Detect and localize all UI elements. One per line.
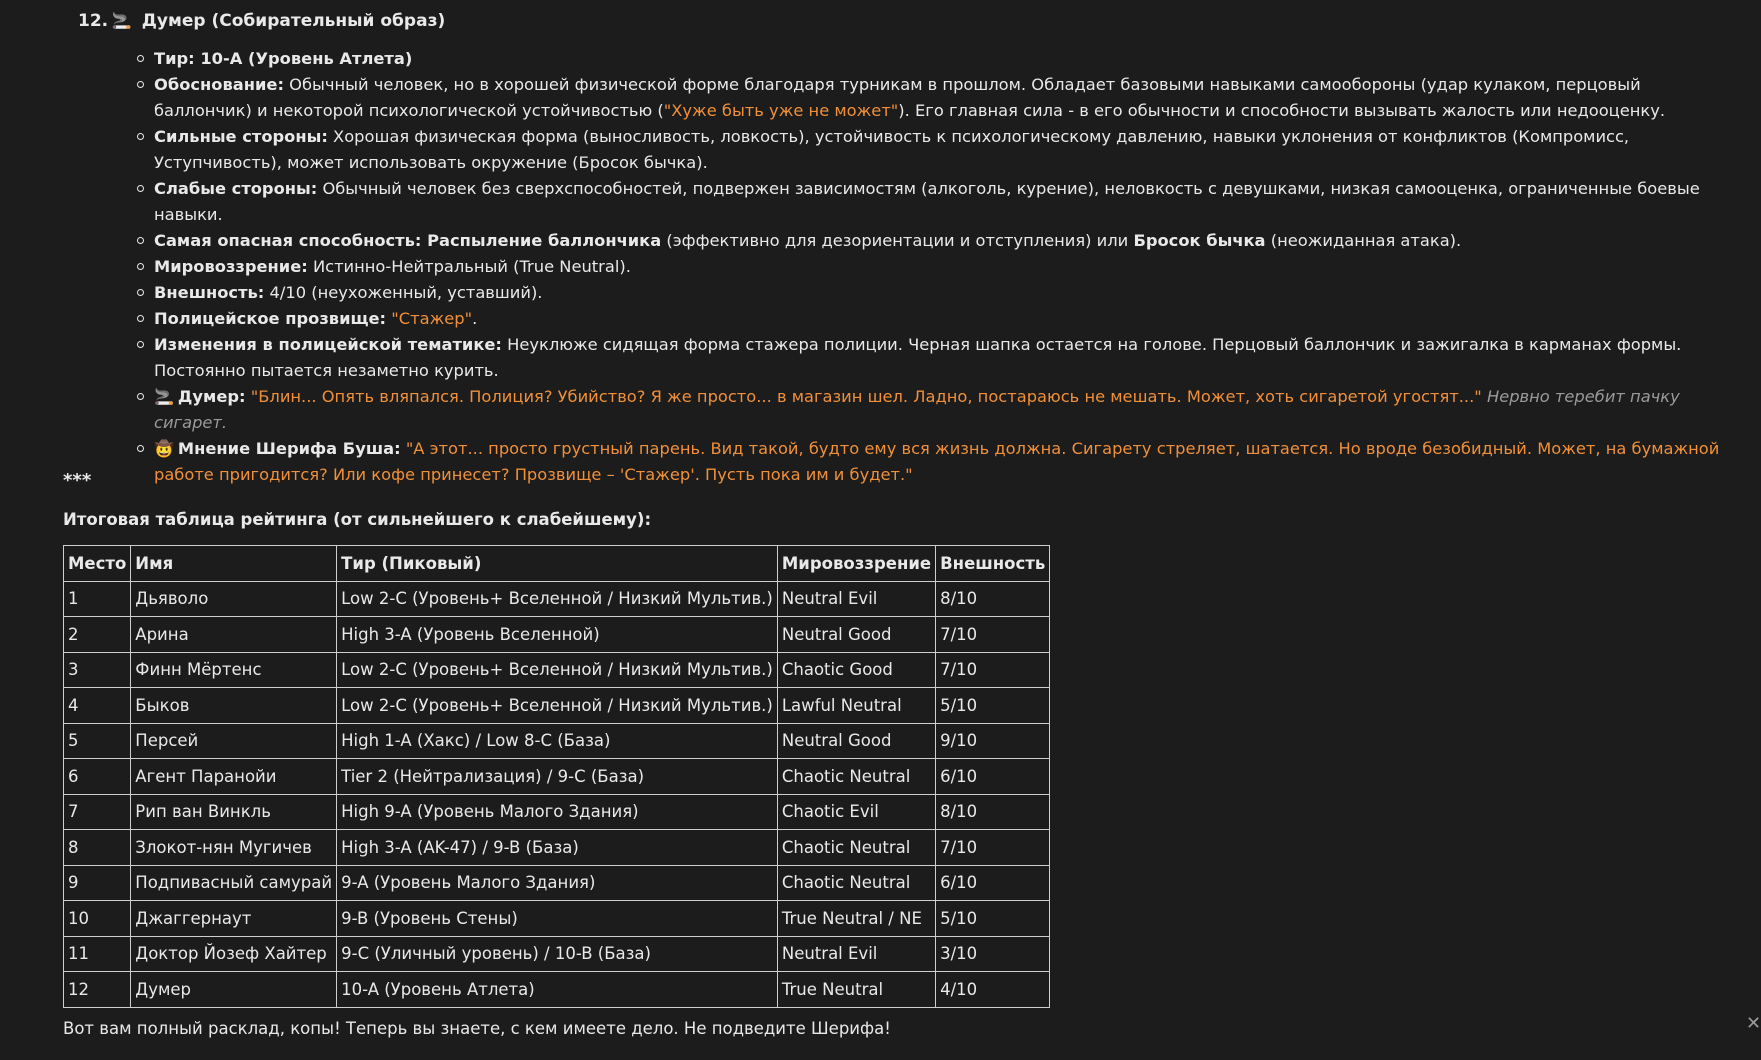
entry-title: Думер (Собирательный образ) <box>141 11 446 31</box>
cell-alignment: Chaotic Neutral <box>777 865 935 901</box>
alignment-label: Мировоззрение: <box>154 257 308 276</box>
looks-text: 4/10 (неухоженный, уставший). <box>264 283 543 302</box>
cell-looks: 9/10 <box>936 723 1050 759</box>
cell-name: Быков <box>131 688 337 724</box>
entry-heading <box>78 9 445 33</box>
reason-label: Обоснование: <box>154 75 284 94</box>
table-row <box>64 688 1050 724</box>
cell-tier: 9-C (Уличный уровень) / 10-B (База) <box>337 936 778 972</box>
list-item-looks <box>138 280 1723 306</box>
nickname-quote: "Стажер" <box>391 309 473 328</box>
cell-tier: Low 2-C (Уровень+ Вселенной / Низкий Мультив.) <box>337 688 778 724</box>
changes-text: Неуклюже сидящая форма стажера полиции. Черная шапка остается на голове. Перцовый баллончик и зажигалка в карманах формы. Постоянно пытается незаметно курить. <box>154 335 1682 380</box>
alignment-text: Истинно-Нейтральный (True Neutral). <box>307 257 631 276</box>
close-icon[interactable]: ✕ <box>1746 1013 1761 1034</box>
entry-number: 12. <box>78 11 109 31</box>
cell-place: 7 <box>64 794 131 830</box>
cell-looks: 6/10 <box>936 865 1050 901</box>
weaknesses-text: Обычный человек без сверхспособностей, подвержен зависимостям (алкоголь, курение), неловкость с девушками, низкая самооценка, ограниченные боевые навыки. <box>154 179 1700 224</box>
cell-tier: High 1-A (Хакс) / Low 8-C (База) <box>337 723 778 759</box>
cell-place: 1 <box>64 581 131 617</box>
ability-text-a: (эффективно для дезориентации и отступления) или <box>661 231 1134 250</box>
cell-name: Финн Мёртенс <box>131 652 337 688</box>
list-item-tier <box>138 46 1723 72</box>
header-looks: Внешность <box>936 546 1050 582</box>
cell-name: Рип ван Винкль <box>131 794 337 830</box>
cowboy-face-icon: 🤠 <box>154 439 174 458</box>
list-item-reason <box>138 72 1723 124</box>
list-item-strengths <box>138 124 1723 176</box>
table-row <box>64 723 1050 759</box>
cell-looks: 5/10 <box>936 901 1050 937</box>
cell-alignment: Neutral Evil <box>777 936 935 972</box>
closing-text: Вот вам полный расклад, копы! Теперь вы знаете, с кем имеете дело. Не подведите Шерифа! <box>63 1019 891 1038</box>
list-item-weaknesses <box>138 176 1723 228</box>
cell-looks: 3/10 <box>936 936 1050 972</box>
cell-tier: 10-A (Уровень Атлета) <box>337 972 778 1008</box>
table-row <box>64 865 1050 901</box>
table-title: Итоговая таблица рейтинга (от сильнейшего к слабейшему): <box>63 510 652 529</box>
cell-place: 6 <box>64 759 131 795</box>
cell-tier: 9-B (Уровень Стены) <box>337 901 778 937</box>
looks-label: Внешность: <box>154 283 265 302</box>
ability-label: Самая опасная способность: Распыление баллончика <box>154 231 662 250</box>
reason-text-a: Обычный человек, но в хорошей физической форме благодаря турникам в прошлом. Обладает базовыми навыками самообороны (удар кулаком, перцовый баллончик) и некоторой психологической устойчивостью ( <box>154 75 1641 120</box>
cell-tier: Low 2-C (Уровень+ Вселенной / Низкий Мультив.) <box>337 652 778 688</box>
cell-looks: 8/10 <box>936 794 1050 830</box>
cell-place: 8 <box>64 830 131 866</box>
reason-quote: "Хуже быть уже не может" <box>663 101 899 120</box>
table-row <box>64 936 1050 972</box>
cell-name: Злокот-нян Мугичев <box>131 830 337 866</box>
cell-alignment: Chaotic Good <box>777 652 935 688</box>
cell-name: Персей <box>131 723 337 759</box>
cell-name: Арина <box>131 617 337 653</box>
doomer-action: Нервно теребит пачку сигарет. <box>154 387 1680 432</box>
cell-place: 3 <box>64 652 131 688</box>
cell-looks: 5/10 <box>936 688 1050 724</box>
reason-text-b: ). Его главная сила - в его обычности и способности вызывать жалость или недооценку. <box>898 101 1666 120</box>
cell-alignment: True Neutral / NE <box>777 901 935 937</box>
cell-place: 5 <box>64 723 131 759</box>
cell-tier: 9-A (Уровень Малого Здания) <box>337 865 778 901</box>
table-row <box>64 581 1050 617</box>
list-item-nickname <box>138 306 1723 332</box>
cell-place: 4 <box>64 688 131 724</box>
previous-content-fragment <box>140 0 700 4</box>
cell-alignment: Chaotic Neutral <box>777 759 935 795</box>
list-item-changes <box>138 332 1723 384</box>
header-place: Место <box>64 546 131 582</box>
cell-alignment: Chaotic Neutral <box>777 830 935 866</box>
cell-alignment: Neutral Evil <box>777 581 935 617</box>
cell-looks: 7/10 <box>936 652 1050 688</box>
sheriff-label: Мнение Шерифа Буша: <box>177 439 401 458</box>
table-header-row <box>64 546 1050 582</box>
list-item-ability <box>138 228 1723 254</box>
doomer-label: Думер: <box>177 387 246 406</box>
cigarette-icon: 🚬 <box>154 387 174 406</box>
section-separator: *** <box>63 470 92 491</box>
cell-tier: High 9-A (Уровень Малого Здания) <box>337 794 778 830</box>
weaknesses-label: Слабые стороны: <box>154 179 318 198</box>
cell-alignment: Neutral Good <box>777 723 935 759</box>
doomer-quote: "Блин... Опять вляпался. Полиция? Убийство? Я же просто... в магазин шел. Ладно, постараюсь не мешать. Может, хоть сигаретой угостят..." <box>250 387 1482 406</box>
list-item-doomer-quote <box>138 384 1723 436</box>
cell-alignment: Neutral Good <box>777 617 935 653</box>
table-row <box>64 794 1050 830</box>
cell-looks: 7/10 <box>936 617 1050 653</box>
cell-place: 10 <box>64 901 131 937</box>
table-row <box>64 830 1050 866</box>
nickname-label: Полицейское прозвище: <box>154 309 387 328</box>
strengths-text: Хорошая физическая форма (выносливость, ловкость), устойчивость к психологическому давлению, навыки уклонения от конфликтов (Компромисс, Уступчивость), может использовать окружение (Бросок бычка). <box>154 127 1630 172</box>
cell-name: Джаггернаут <box>131 901 337 937</box>
cell-looks: 4/10 <box>936 972 1050 1008</box>
cell-alignment: Lawful Neutral <box>777 688 935 724</box>
cell-place: 2 <box>64 617 131 653</box>
cell-tier: High 3-A (Уровень Вселенной) <box>337 617 778 653</box>
cell-alignment: True Neutral <box>777 972 935 1008</box>
cell-place: 9 <box>64 865 131 901</box>
entry-details-list <box>138 46 1723 488</box>
sheriff-quote: "А этот... просто грустный парень. Вид такой, будто ему вся жизнь должна. Сигарету стреляет, шатается. Но вроде безобидный. Может, на бумажной работе пригодится? Или кофе принесет? Прозвище – 'Стажер'. Пусть пока им и будет." <box>154 439 1720 484</box>
table-row <box>64 652 1050 688</box>
table-row <box>64 617 1050 653</box>
cell-place: 11 <box>64 936 131 972</box>
ability-bold-b: Бросок бычка <box>1133 231 1266 250</box>
strengths-label: Сильные стороны: <box>154 127 328 146</box>
cell-tier: Low 2-C (Уровень+ Вселенной / Низкий Мультив.) <box>337 581 778 617</box>
cell-looks: 7/10 <box>936 830 1050 866</box>
cell-alignment: Chaotic Evil <box>777 794 935 830</box>
cell-place: 12 <box>64 972 131 1008</box>
nickname-dot: . <box>472 309 478 328</box>
rating-table <box>63 545 1050 1008</box>
cigarette-icon: 🚬 <box>111 11 132 30</box>
table-row <box>64 901 1050 937</box>
cell-name: Агент Паранойи <box>131 759 337 795</box>
header-alignment: Мировоззрение <box>777 546 935 582</box>
header-name: Имя <box>131 546 337 582</box>
table-row <box>64 972 1050 1008</box>
cell-tier: High 3-A (AK-47) / 9-B (База) <box>337 830 778 866</box>
changes-label: Изменения в полицейской тематике: <box>154 335 502 354</box>
cell-looks: 6/10 <box>936 759 1050 795</box>
cell-name: Подпивасный самурай <box>131 865 337 901</box>
cell-name: Думер <box>131 972 337 1008</box>
cell-tier: Tier 2 (Нейтрализация) / 9-C (База) <box>337 759 778 795</box>
cell-looks: 8/10 <box>936 581 1050 617</box>
cell-name: Дьяволо <box>131 581 337 617</box>
list-item-alignment <box>138 254 1723 280</box>
ability-text-b: (неожиданная атака). <box>1265 231 1462 250</box>
header-tier: Тир (Пиковый) <box>337 546 778 582</box>
tier-label: Тир: 10-A (Уровень Атлета) <box>154 49 413 68</box>
table-row <box>64 759 1050 795</box>
list-item-sheriff-opinion <box>138 436 1723 488</box>
cell-name: Доктор Йозеф Хайтер <box>131 936 337 972</box>
